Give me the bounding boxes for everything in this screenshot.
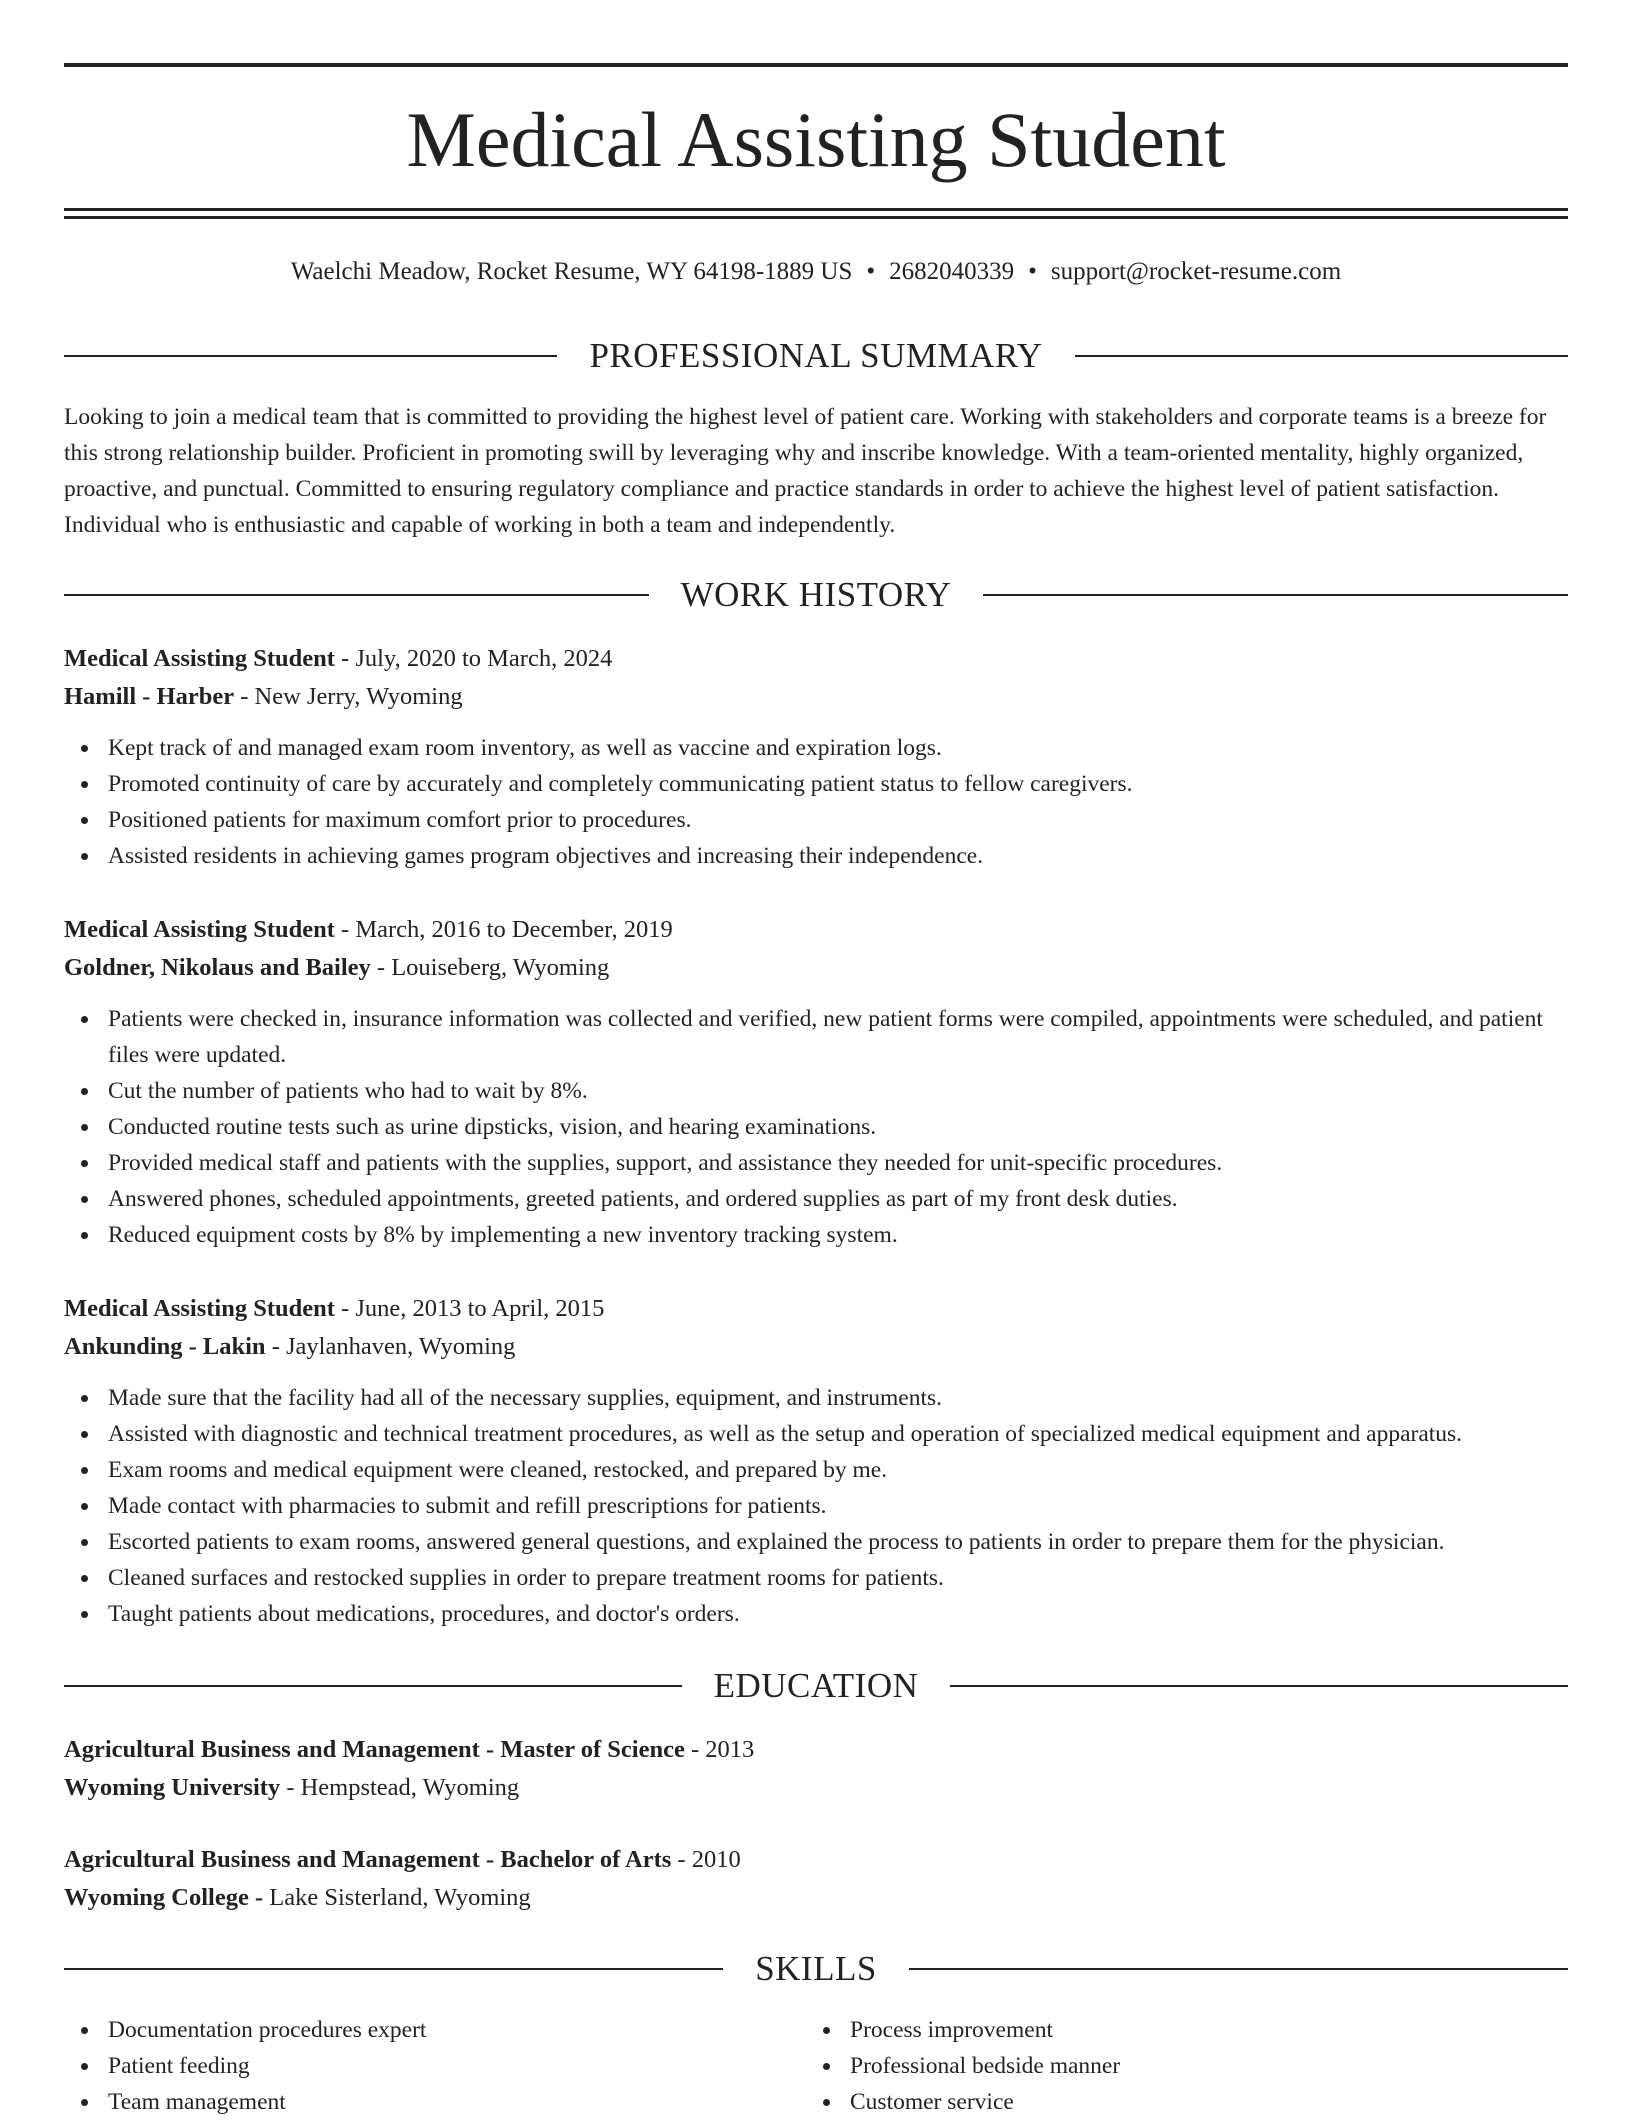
job-bullet: Kept track of and managed exam room inventory, as well as vaccine and expiration logs.	[108, 730, 1568, 766]
section-heading-summary	[64, 334, 1568, 378]
contact-line	[64, 254, 1568, 290]
education-degree-line	[64, 1731, 1568, 1769]
education-entry	[64, 1731, 1568, 1807]
section-heading-work	[64, 573, 1568, 617]
job-company: Hamill - Harber	[64, 683, 235, 710]
job-bullets	[64, 730, 1568, 874]
job-bullet: Answered phones, scheduled appointments, greeted patients, and ordered supplies as part of my front desk duties.	[108, 1181, 1568, 1217]
job-bullet: Taught patients about medications, procedures, and doctor's orders.	[108, 1596, 1568, 1632]
skills-columns	[64, 2012, 1568, 2120]
education-year: - 2013	[684, 1736, 755, 1763]
job-bullet: Exam rooms and medical equipment were cleaned, restocked, and prepared by me.	[108, 1452, 1568, 1488]
section-heading-education	[64, 1664, 1568, 1708]
resume-title: Medical Assisting Student	[406, 96, 1226, 183]
job-bullet: Cleaned surfaces and restocked supplies in order to prepare treatment rooms for patients.	[108, 1560, 1568, 1596]
job-location: - New Jerry, Wyoming	[234, 683, 463, 710]
contact-separator: •	[1028, 258, 1037, 285]
skills-list-left	[64, 2012, 806, 2120]
skill-item: Patient feeding	[108, 2048, 806, 2084]
contact-email: support@rocket-resume.com	[1050, 258, 1342, 285]
title-rule-lower	[64, 216, 1568, 219]
job-bullet: Positioned patients for maximum comfort prior to procedures.	[108, 802, 1568, 838]
contact-separator: •	[866, 258, 876, 285]
summary-text: Looking to join a medical team that is committed to providing the highest level of patient care. Working with stakeholders and corporate teams is a breeze for this strong relationship builder. Proficient in promoting swill by leveraging why and inscribe knowledge. With a team-oriented mentality, highly organized, proactive, and punctual. Committed to ensuring regulatory compliance and practice standards in order to achieve the highest level of patient satisfaction. Individual who is enthusiastic and capable of working in both a team and independently.	[64, 404, 1547, 538]
skill-item: Documentation procedures expert	[108, 2012, 806, 2048]
skill-item: Customer service	[850, 2084, 1548, 2120]
job-title: Medical Assisting Student	[64, 1295, 335, 1322]
education-location: - Hempstead, Wyoming	[280, 1774, 520, 1801]
education-year: - 2010	[671, 1846, 741, 1873]
job-bullets	[64, 1001, 1568, 1253]
education-entry	[64, 1841, 1568, 1917]
job-bullet: Assisted residents in achieving games program objectives and increasing their independence.	[108, 838, 1568, 874]
job-bullet: Made contact with pharmacies to submit and refill prescriptions for patients.	[108, 1488, 1568, 1524]
heading-rule	[1075, 355, 1568, 357]
heading-rule	[909, 1968, 1568, 1970]
contact-phone: 2682040339	[889, 258, 1015, 285]
heading-rule	[64, 355, 557, 357]
job-dates: - July, 2020 to March, 2024	[334, 645, 613, 672]
job-title-line	[64, 1290, 1568, 1328]
job-bullet: Patients were checked in, insurance information was collected and verified, new patient forms were compiled, appointments were scheduled, and patient files were updated.	[108, 1001, 1568, 1073]
heading-rule	[950, 1685, 1568, 1687]
job-title: Medical Assisting Student	[64, 645, 335, 672]
education-degree: Agricultural Business and Management - Bachelor of Arts	[64, 1846, 672, 1873]
job-bullet: Promoted continuity of care by accurately and completely communicating patient status to fellow caregivers.	[108, 766, 1568, 802]
job-title: Medical Assisting Student	[64, 916, 335, 943]
job-bullet: Assisted with diagnostic and technical treatment procedures, as well as the setup and operation of specialized medical equipment and apparatus.	[108, 1416, 1568, 1452]
section-title: WORK HISTORY	[680, 575, 952, 614]
section-title: EDUCATION	[713, 1666, 919, 1705]
section-heading-skills	[64, 1947, 1568, 1991]
education-school-line	[64, 1769, 1568, 1807]
job-location: - Jaylanhaven, Wyoming	[265, 1333, 516, 1360]
job-company-line	[64, 678, 1568, 716]
top-rule	[64, 63, 1568, 67]
job-bullet: Escorted patients to exam rooms, answered general questions, and explained the process to patients in order to prepare them for the physician.	[108, 1524, 1568, 1560]
job-entry	[64, 640, 1568, 874]
education-location: Lake Sisterland, Wyoming	[263, 1884, 531, 1911]
job-bullet: Reduced equipment costs by 8% by implementing a new inventory tracking system.	[108, 1217, 1568, 1253]
job-title-line	[64, 640, 1568, 678]
education-school: Wyoming University	[64, 1774, 281, 1801]
job-bullets	[64, 1380, 1568, 1632]
job-entry	[64, 911, 1568, 1253]
title-rule-upper	[64, 208, 1568, 211]
job-entry	[64, 1290, 1568, 1632]
skill-item: Professional bedside manner	[850, 2048, 1548, 2084]
contact-address: Waelchi Meadow, Rocket Resume, WY 64198-1889 US	[290, 258, 853, 285]
education-degree: Agricultural Business and Management - Master of Science	[64, 1736, 685, 1763]
job-dates: - March, 2016 to December, 2019	[334, 916, 673, 943]
heading-rule	[64, 594, 649, 596]
job-company: Ankunding - Lakin	[64, 1333, 266, 1360]
heading-rule	[983, 594, 1568, 596]
section-title: SKILLS	[755, 1949, 877, 1988]
education-school: Wyoming College -	[64, 1884, 264, 1911]
job-company: Goldner, Nikolaus and Bailey	[64, 954, 371, 981]
education-school-line	[64, 1879, 1568, 1917]
skills-list-right	[806, 2012, 1548, 2120]
education-degree-line	[64, 1841, 1568, 1879]
skill-item: Process improvement	[850, 2012, 1548, 2048]
skill-item: Team management	[108, 2084, 806, 2120]
job-bullet: Cut the number of patients who had to wait by 8%.	[108, 1073, 1568, 1109]
job-location: - Louiseberg, Wyoming	[370, 954, 610, 981]
job-bullet: Made sure that the facility had all of the necessary supplies, equipment, and instruments.	[108, 1380, 1568, 1416]
section-title: PROFESSIONAL SUMMARY	[589, 336, 1043, 375]
job-bullet: Provided medical staff and patients with the supplies, support, and assistance they needed for unit-specific procedures.	[108, 1145, 1568, 1181]
job-dates: - June, 2013 to April, 2015	[334, 1295, 605, 1322]
job-bullet: Conducted routine tests such as urine dipsticks, vision, and hearing examinations.	[108, 1109, 1568, 1145]
heading-rule	[64, 1968, 723, 1970]
heading-rule	[64, 1685, 682, 1687]
job-company-line	[64, 1328, 1568, 1366]
job-company-line	[64, 949, 1568, 987]
job-title-line	[64, 911, 1568, 949]
